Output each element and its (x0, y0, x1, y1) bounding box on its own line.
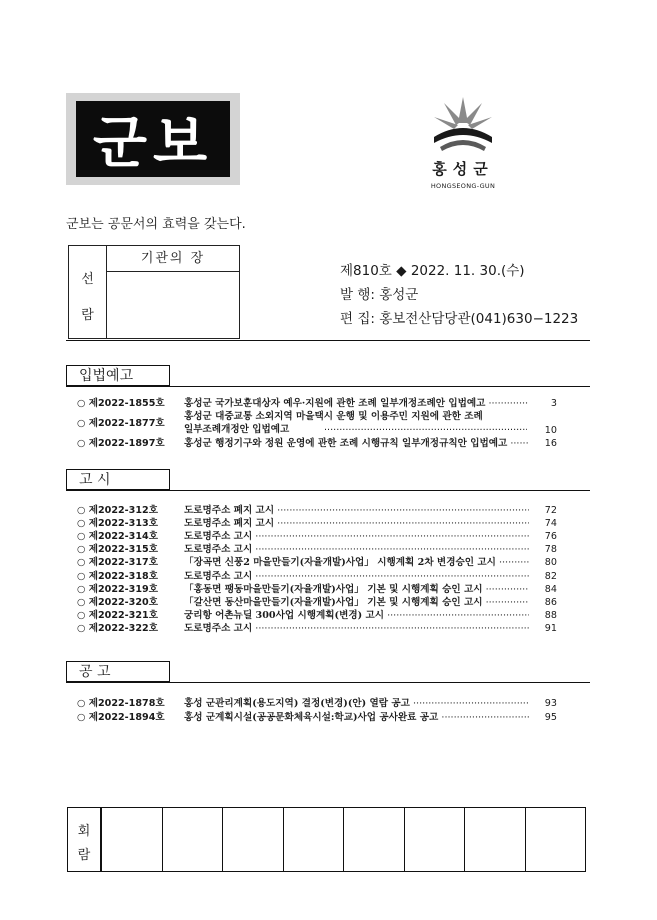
distribution-label (69, 246, 107, 338)
circulation-cell[interactable] (283, 808, 344, 871)
list-item[interactable]: ○ 제2022-1878호 홍성 군관리계획(용도지역) 결정(변경)(안) 열람 공고 ····· 93 (77, 697, 557, 711)
section-header-legislation: 입법예고 (66, 365, 170, 387)
distribution-label-top: 선 (81, 272, 94, 287)
masthead-title: 군보 (76, 101, 230, 177)
distribution-label-bottom: 람 (81, 308, 94, 323)
list-item[interactable]: ○ 제2022-1855호 홍성군 국가보훈대상자 예우·지원에 관한 조례 일부개정조례안 입법예고 ····· 3 (77, 397, 557, 411)
circulation-table (67, 807, 586, 872)
logo-english: HONGSEONG-GUN (430, 182, 496, 190)
list-item[interactable]: ○ 제2022-321호 궁리항 어촌뉴딜 300사업 시행계획(변경) 고시 ····· 88 (77, 609, 557, 623)
circulation-label: 회 람 (68, 808, 101, 871)
list-item[interactable]: ○ 제2022-312호 도로명주소 폐지 고시 ····· 72 (77, 504, 557, 518)
circulation-cell[interactable] (101, 808, 162, 871)
hongseong-emblem-icon (430, 93, 496, 159)
header-divider (66, 340, 590, 341)
list-item[interactable]: ○ 제2022-317호 「장곡면 신풍2 마을만들기(자율개발)사업」 시행계획 2차 변경승인 고시 ····· 80 (77, 556, 557, 570)
list-item[interactable]: ○ 제2022-322호 도로명주소 고시 ····· 91 (77, 622, 557, 636)
list-item[interactable]: ○ 제2022-315호 도로명주소 고시 ····· 78 (77, 543, 557, 557)
list-item[interactable]: ○ 제2022-318호 도로명주소 고시 ····· 82 (77, 570, 557, 584)
distribution-head: 기관의 장 (107, 246, 239, 272)
list-item[interactable]: ○ 제2022-313호 도로명주소 폐지 고시 ····· 74 (77, 517, 557, 531)
section-header-notices: 고 시 (66, 469, 170, 491)
editor: 편 집: 홍보전산담당관(041)630−1223 (340, 311, 579, 327)
circulation-cell[interactable] (525, 808, 586, 871)
section-rule (66, 386, 590, 387)
circulation-cell[interactable] (222, 808, 283, 871)
circulation-cell[interactable] (343, 808, 404, 871)
distribution-box (68, 245, 240, 339)
circulation-cell[interactable] (464, 808, 525, 871)
list-item[interactable]: ○ 제2022-1897호 홍성군 행정기구와 정원 운영에 관한 조례 시행규칙 일부개정규칙안 입법예고 ····· 16 (77, 437, 557, 451)
section-rule (66, 682, 590, 683)
list-item[interactable]: ○ 제2022-1877호 홍성군 대중교통 소외지역 마을택시 운행 및 이용주민 지원에 관한 조례 일부조례개정안 입법예고 ····· 10 (77, 410, 557, 438)
circulation-cell[interactable] (162, 808, 223, 871)
logo-name: 홍성군 (432, 160, 494, 178)
list-item[interactable]: ○ 제2022-319호 「홍동면 팽동마을만들기(자율개발)사업」 기본 및 시행계획 승인 고시 ····· 84 (77, 583, 557, 597)
list-item[interactable]: ○ 제2022-314호 도로명주소 고시 ····· 76 (77, 530, 557, 544)
list-item[interactable]: ○ 제2022-320호 「갈산면 동산마을만들기(자율개발)사업」 기본 및 시행계획 승인 고시 ····· 86 (77, 596, 557, 610)
publisher: 발 행: 홍성군 (340, 287, 419, 303)
section-rule (66, 490, 590, 491)
masthead-block (66, 93, 240, 185)
list-item[interactable]: ○ 제2022-1894호 홍성 군계획시설(공공문화체육시설:학교)사업 공사완료 공고 ····· 95 (77, 711, 557, 725)
section-header-announcements: 공 고 (66, 661, 170, 683)
tagline: 군보는 공문서의 효력을 갖는다. (66, 217, 246, 232)
issue-number-date: 제810호 ◆ 2022. 11. 30.(수) (340, 263, 525, 279)
circulation-cell[interactable] (404, 808, 465, 871)
